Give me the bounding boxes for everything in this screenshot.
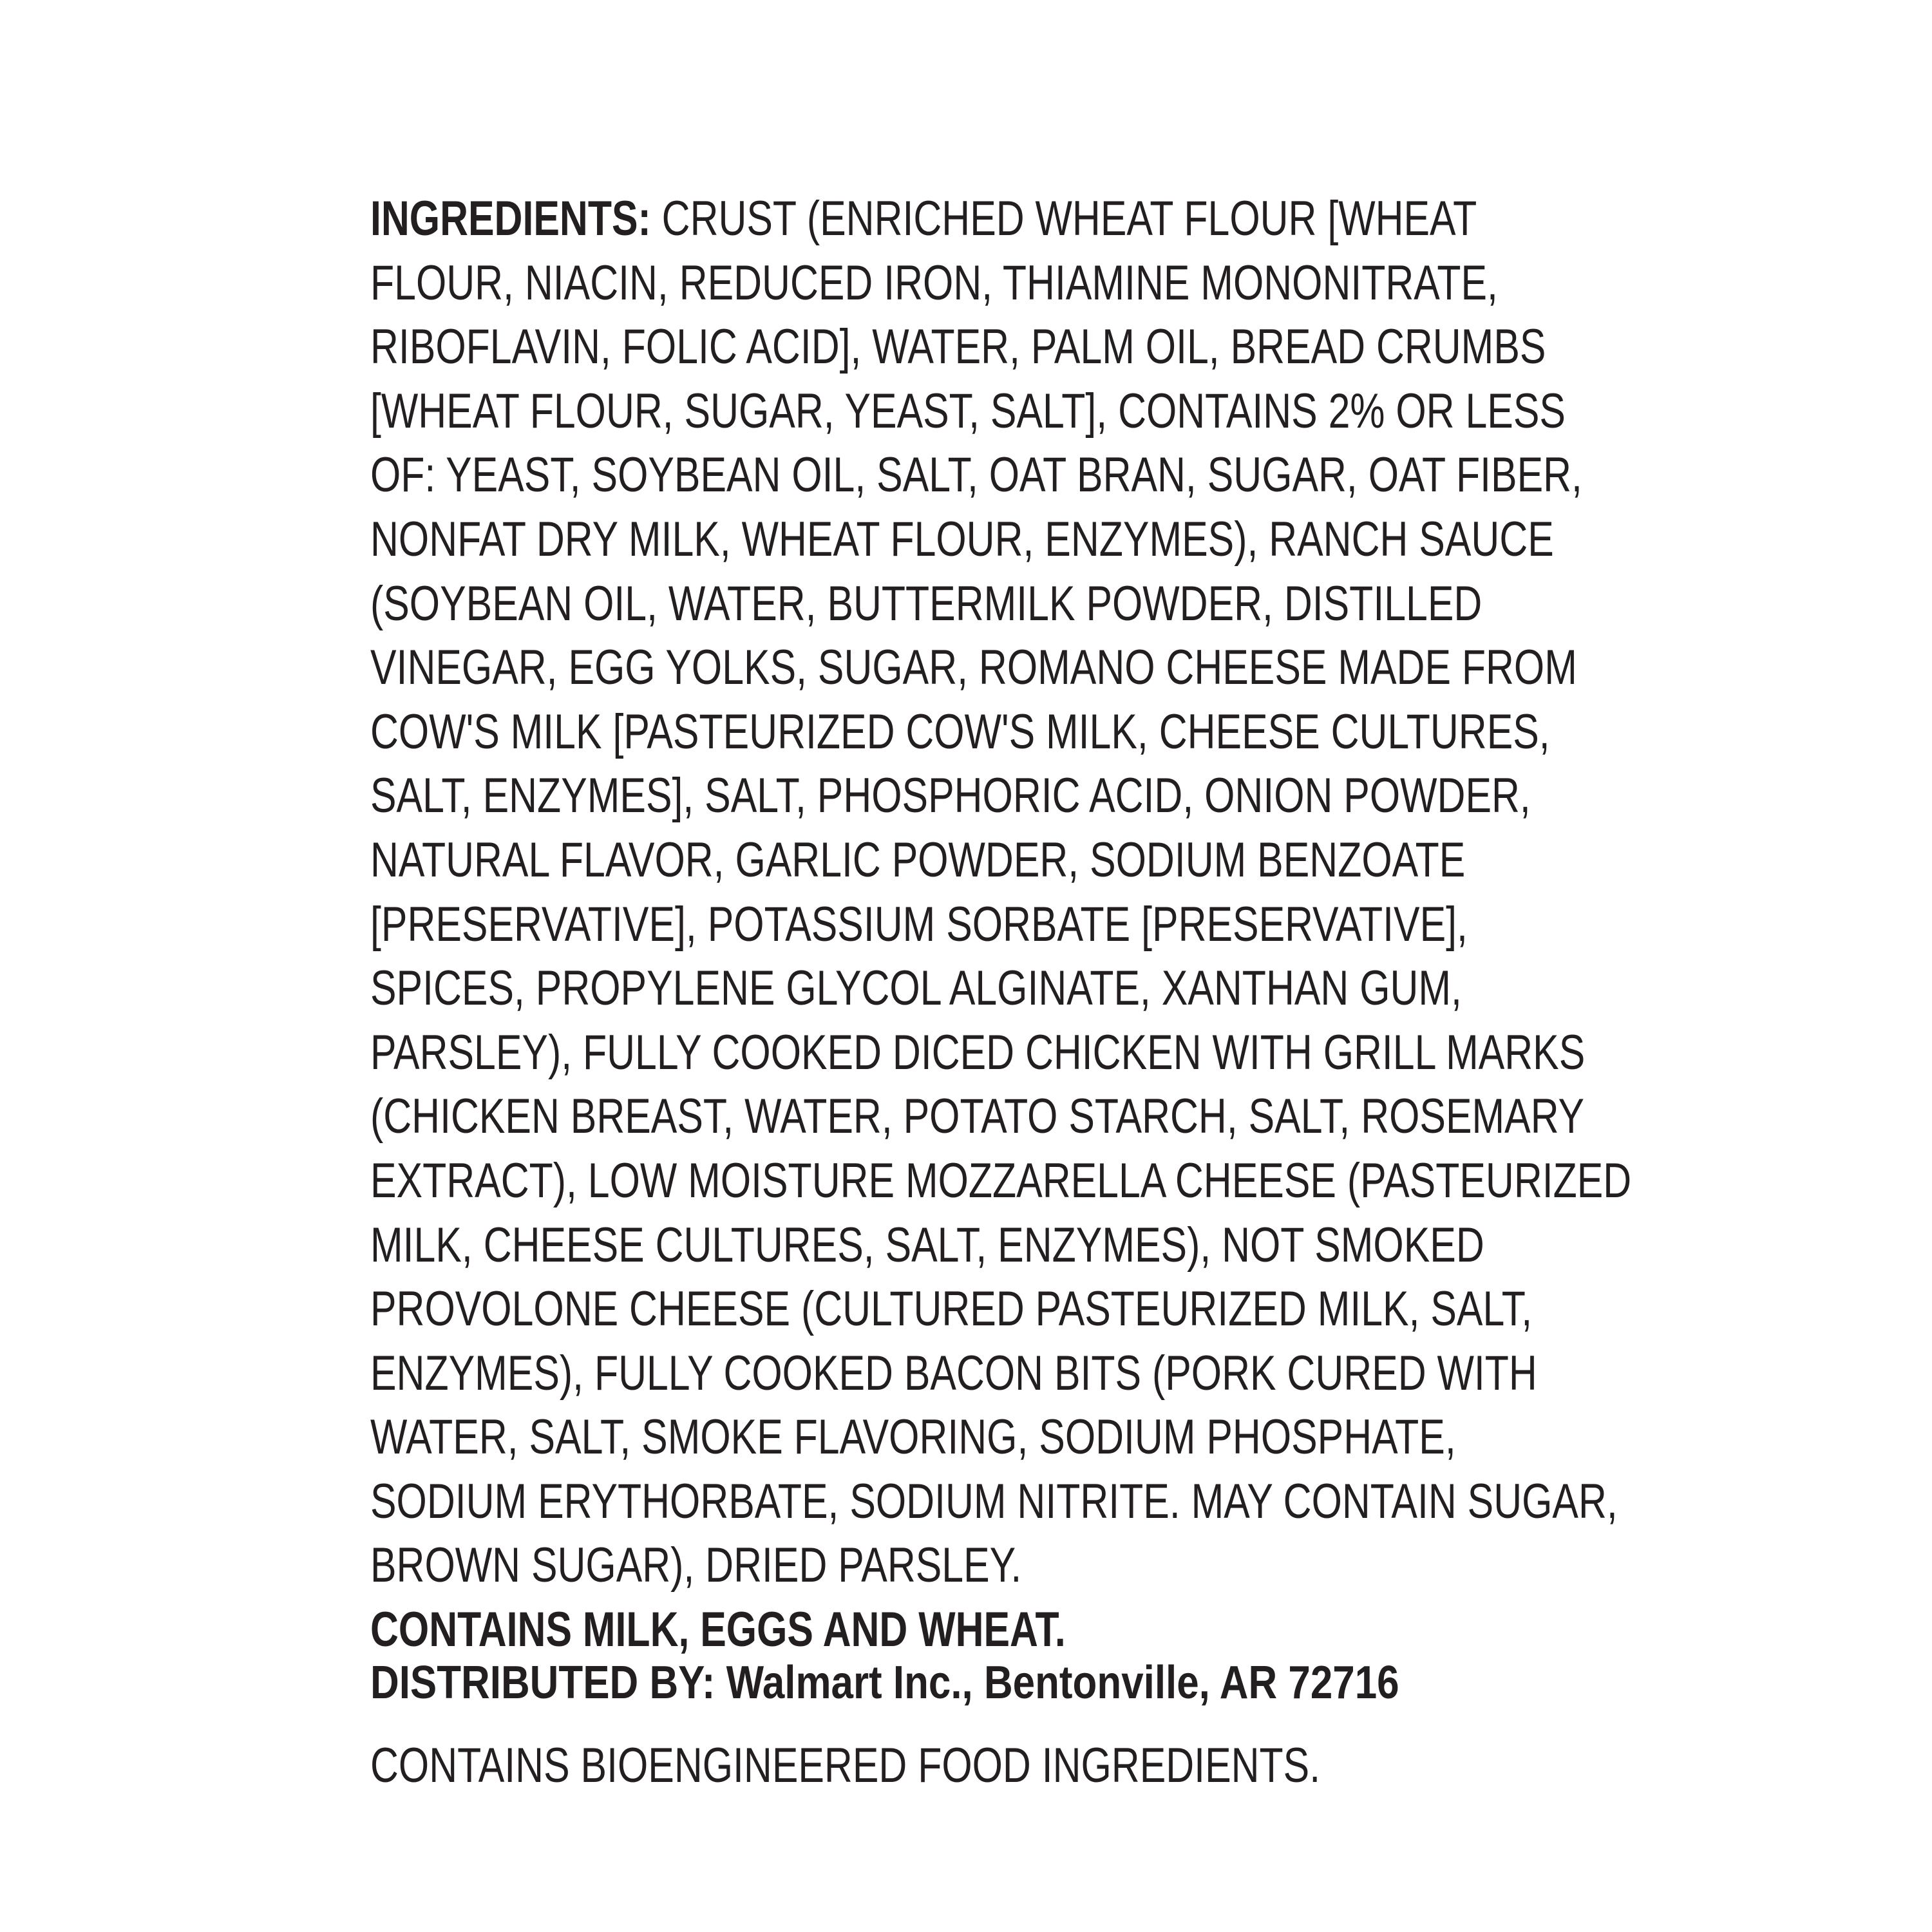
ingredients-line: FLOUR, NIACIN, REDUCED IRON, THIAMINE MONONITRATE, bbox=[370, 255, 1498, 310]
ingredients-heading: INGREDIENTS: bbox=[370, 191, 651, 246]
allergen-statement: CONTAINS MILK, EGGS AND WHEAT. bbox=[370, 1602, 1066, 1658]
ingredients-line: RIBOFLAVIN, FOLIC ACID], WATER, PALM OIL, BREAD CRUMBS bbox=[370, 319, 1546, 375]
ingredients-panel bbox=[370, 187, 1632, 1662]
ingredients-line: SPICES, PROPYLENE GLYCOL ALGINATE, XANTHAN GUM, bbox=[370, 961, 1462, 1016]
ingredients-line: SALT, ENZYMES], SALT, PHOSPHORIC ACID, ONION POWDER, bbox=[370, 768, 1531, 824]
ingredients-line: [WHEAT FLOUR, SUGAR, YEAST, SALT], CONTAINS 2% OR LESS bbox=[370, 383, 1566, 439]
ingredients-line: OF: YEAST, SOYBEAN OIL, SALT, OAT BRAN, SUGAR, OAT FIBER, bbox=[370, 448, 1582, 503]
ingredients-text bbox=[370, 187, 1632, 1662]
ingredients-line: (CHICKEN BREAST, WATER, POTATO STARCH, SALT, ROSEMARY bbox=[370, 1089, 1585, 1144]
ingredients-line: VINEGAR, EGG YOLKS, SUGAR, ROMANO CHEESE MADE FROM bbox=[370, 640, 1577, 696]
ingredients-line: MILK, CHEESE CULTURES, SALT, ENZYMES), NOT SMOKED bbox=[370, 1217, 1484, 1273]
ingredients-line: EXTRACT), LOW MOISTURE MOZZARELLA CHEESE (PASTEURIZED bbox=[370, 1153, 1632, 1208]
ingredients-line: BROWN SUGAR), DRIED PARSLEY. bbox=[370, 1538, 1022, 1593]
ingredients-line: NATURAL FLAVOR, GARLIC POWDER, SODIUM BENZOATE bbox=[370, 832, 1466, 887]
ingredients-line: SODIUM ERYTHORBATE, SODIUM NITRITE. MAY CONTAIN SUGAR, bbox=[370, 1473, 1618, 1529]
ingredients-line: [PRESERVATIVE], POTASSIUM SORBATE [PRESERVATIVE], bbox=[370, 896, 1468, 952]
ingredients-line: ENZYMES), FULLY COOKED BACON BITS (PORK CURED WITH bbox=[370, 1345, 1537, 1401]
ingredients-line: PARSLEY), FULLY COOKED DICED CHICKEN WITH GRILL MARKS bbox=[370, 1025, 1586, 1080]
ingredients-line: (SOYBEAN OIL, WATER, BUTTERMILK POWDER, DISTILLED bbox=[370, 576, 1482, 631]
ingredients-line: WATER, SALT, SMOKE FLAVORING, SODIUM PHOSPHATE, bbox=[370, 1410, 1456, 1465]
ingredients-line-text: CRUST (ENRICHED WHEAT FLOUR [WHEAT bbox=[650, 191, 1477, 246]
ingredients-line: COW'S MILK [PASTEURIZED COW'S MILK, CHEESE CULTURES, bbox=[370, 704, 1550, 759]
ingredients-line bbox=[370, 187, 1568, 251]
distributor-statement: DISTRIBUTED BY: Walmart Inc., Bentonville, AR 72716 bbox=[370, 1657, 1399, 1709]
ingredients-line: PROVOLONE CHEESE (CULTURED PASTEURIZED MILK, SALT, bbox=[370, 1282, 1533, 1337]
ingredients-line: NONFAT DRY MILK, WHEAT FLOUR, ENZYMES), RANCH SAUCE bbox=[370, 511, 1554, 567]
bioengineered-disclosure: CONTAINS BIOENGINEERED FOOD INGREDIENTS. bbox=[370, 1738, 1321, 1793]
